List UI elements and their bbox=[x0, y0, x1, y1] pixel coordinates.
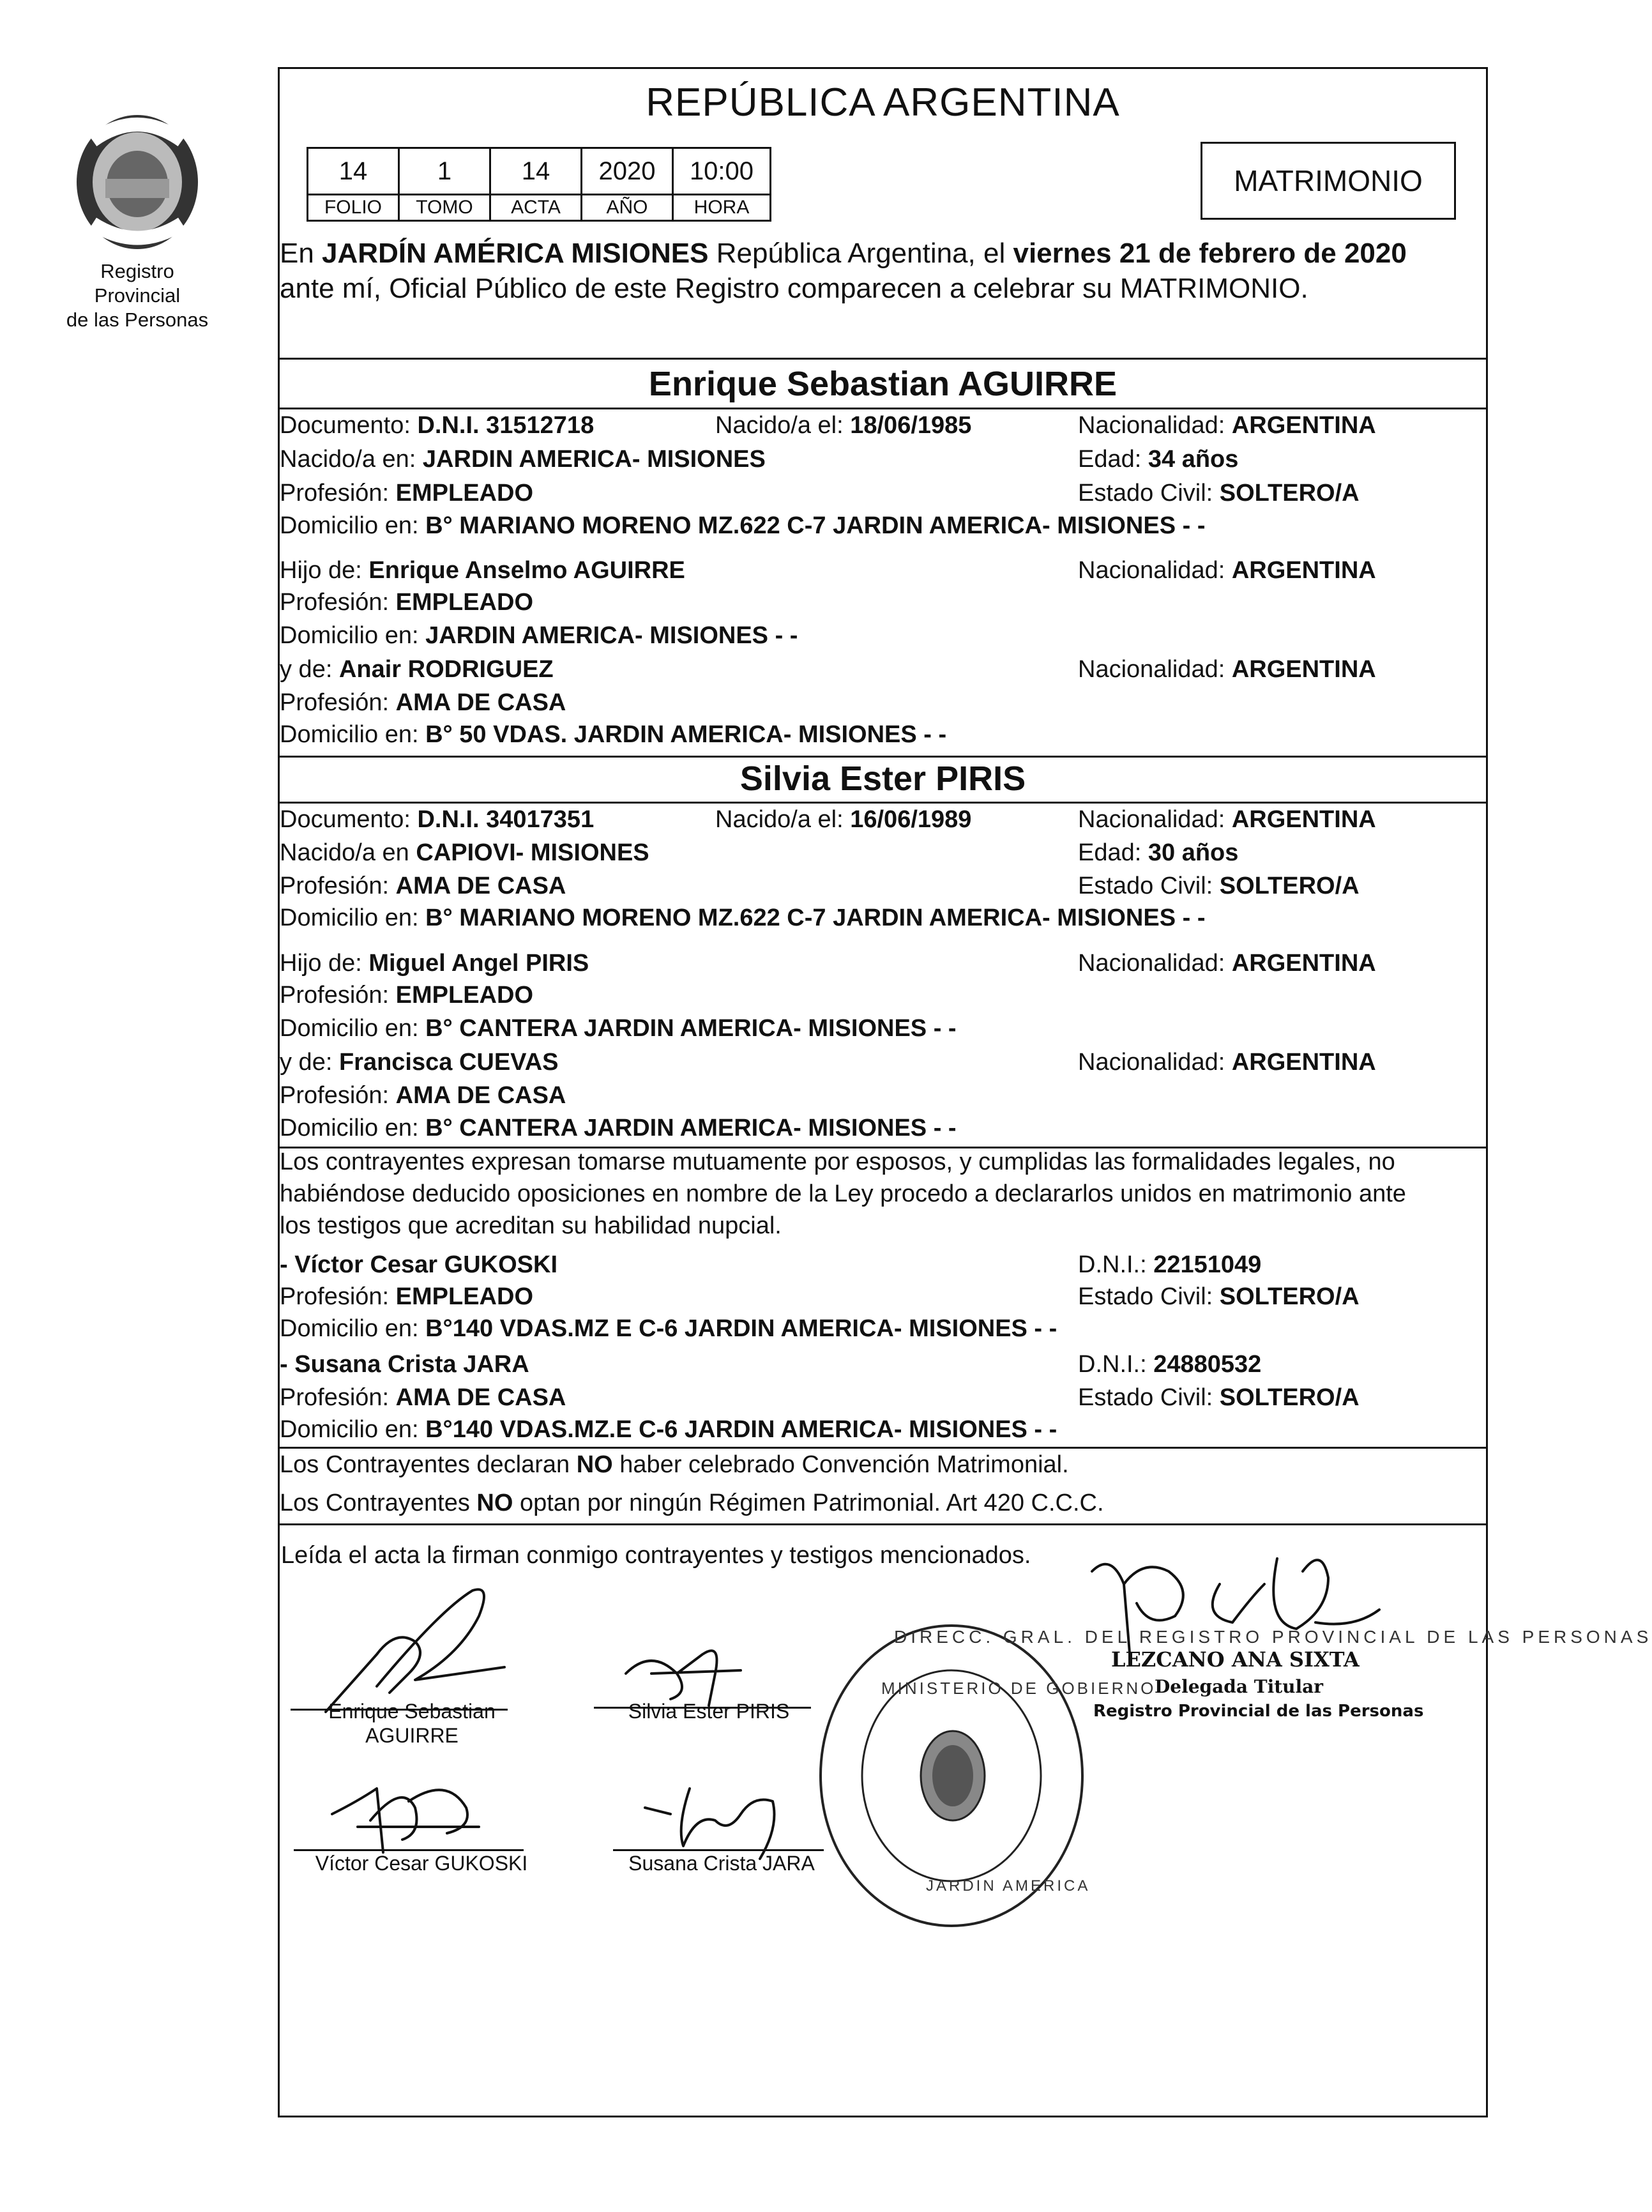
spouse2-father-address: Domicilio en: B° CANTERA JARDIN AMERICA- MISIONES - - bbox=[280, 1015, 957, 1042]
convention-line2: Los Contrayentes NO optan por ningún Régimen Patrimonial. Art 420 C.C.C. bbox=[280, 1490, 1104, 1516]
divider bbox=[278, 1523, 1488, 1525]
spouse1-mother-profession: Profesión: AMA DE CASA bbox=[280, 689, 566, 716]
province-seal-icon bbox=[67, 102, 208, 256]
divider bbox=[278, 756, 1488, 758]
spouse1-father-profession: Profesión: EMPLEADO bbox=[280, 589, 534, 616]
signature-label-gukoski: Víctor Cesar GUKOSKI bbox=[315, 1852, 528, 1875]
spouse2-father-nationality: Nacionalidad: ARGENTINA bbox=[1078, 950, 1376, 977]
official-name: LEZCANO ANA SIXTA bbox=[1111, 1647, 1360, 1672]
spouse1-birthplace: Nacido/a en: JARDIN AMERICA- MISIONES bbox=[280, 446, 766, 473]
spouse2-mother: y de: Francisca CUEVAS bbox=[280, 1049, 559, 1076]
acta-value: 14 bbox=[490, 148, 582, 195]
spouse2-name: Silvia Ester PIRIS bbox=[739, 759, 1026, 798]
spouse2-profession: Profesión: AMA DE CASA bbox=[280, 873, 566, 899]
witness1-civil-status: Estado Civil: SOLTERO/A bbox=[1078, 1283, 1360, 1310]
stamp-text-bottom: JARDIN AMERICA bbox=[926, 1877, 1091, 1895]
stamp-text-inner: MINISTERIO DE GOBIERNO bbox=[881, 1679, 1156, 1698]
spouse1-mother-address: Domicilio en: B° 50 VDAS. JARDIN AMERICA- MISIONES - - bbox=[280, 721, 947, 748]
anio-label: AÑO bbox=[582, 195, 673, 221]
spouse1-birthdate: Nacido/a el: 18/06/1985 bbox=[715, 412, 972, 439]
spouse2-mother-address: Domicilio en: B° CANTERA JARDIN AMERICA- MISIONES - - bbox=[280, 1115, 957, 1141]
witness2-dni: D.N.I.: 24880532 bbox=[1078, 1351, 1262, 1378]
anio-value: 2020 bbox=[582, 148, 673, 195]
spouse1-father-address: Domicilio en: JARDIN AMERICA- MISIONES - - bbox=[280, 622, 798, 649]
intro-line1: En JARDÍN AMÉRICA MISIONES República Argentina, el viernes 21 de febrero de 2020 bbox=[280, 238, 1407, 269]
folio-label: FOLIO bbox=[308, 195, 399, 221]
spouse2-mother-nationality: Nacionalidad: ARGENTINA bbox=[1078, 1049, 1376, 1076]
logo-caption-line2: de las Personas bbox=[66, 309, 209, 331]
official-role: Delegada Titular bbox=[1155, 1676, 1324, 1697]
divider bbox=[278, 358, 1488, 360]
witness2-address: Domicilio en: B°140 VDAS.MZ.E C-6 JARDIN AMERICA- MISIONES - - bbox=[280, 1416, 1057, 1443]
spouse2-father-profession: Profesión: EMPLEADO bbox=[280, 982, 534, 1009]
signature-label-piris: Silvia Ester PIRIS bbox=[628, 1700, 790, 1723]
closing-statement: Leída el acta la firman conmigo contrayentes y testigos mencionados. bbox=[281, 1542, 1031, 1569]
spouse1-age: Edad: 34 años bbox=[1078, 446, 1239, 473]
witness1-address: Domicilio en: B°140 VDAS.MZ E C-6 JARDIN AMERICA- MISIONES - - bbox=[280, 1315, 1057, 1342]
spouse1-civil-status: Estado Civil: SOLTERO/A bbox=[1078, 480, 1360, 507]
declaration-line2: habiéndose deducido oposiciones en nombre de la Ley procedo a declararlos unidos en matrimonio ante bbox=[280, 1180, 1406, 1207]
stamp-text-outer: DIRECC. GRAL. DEL REGISTRO PROVINCIAL DE LAS PERSONAS bbox=[894, 1627, 1652, 1647]
hora-label: HORA bbox=[673, 195, 771, 221]
spouse2-age: Edad: 30 años bbox=[1078, 839, 1239, 866]
convention-line1: Los Contrayentes declaran NO haber celebrado Convención Matrimonial. bbox=[280, 1451, 1069, 1478]
witness1-dni: D.N.I.: 22151049 bbox=[1078, 1251, 1262, 1278]
spouse1-nationality: Nacionalidad: ARGENTINA bbox=[1078, 412, 1376, 439]
logo-caption-line1: Registro Provincial bbox=[94, 260, 181, 307]
official-office: Registro Provincial de las Personas bbox=[1093, 1702, 1424, 1721]
spouse2-document: Documento: D.N.I. 34017351 bbox=[280, 806, 595, 833]
intro-line2: ante mí, Oficial Público de este Registro comparecen a celebrar su MATRIMONIO. bbox=[280, 273, 1308, 304]
spouse1-address: Domicilio en: B° MARIANO MORENO MZ.622 C-7 JARDIN AMERICA- MISIONES - - bbox=[280, 512, 1206, 539]
witness2-civil-status: Estado Civil: SOLTERO/A bbox=[1078, 1384, 1360, 1411]
spouse2-father: Hijo de: Miguel Angel PIRIS bbox=[280, 950, 589, 977]
spouse1-father: Hijo de: Enrique Anselmo AGUIRRE bbox=[280, 557, 685, 584]
spouse1-mother-nationality: Nacionalidad: ARGENTINA bbox=[1078, 656, 1376, 683]
witness1-profession: Profesión: EMPLEADO bbox=[280, 1283, 534, 1310]
divider bbox=[278, 1447, 1488, 1449]
witness1-name: - Víctor Cesar GUKOSKI bbox=[280, 1251, 557, 1278]
spouse2-nationality: Nacionalidad: ARGENTINA bbox=[1078, 806, 1376, 833]
folio-value: 14 bbox=[308, 148, 399, 195]
registry-logo bbox=[61, 102, 214, 332]
spouse2-birthdate: Nacido/a el: 16/06/1989 bbox=[715, 806, 972, 833]
spouse1-name: Enrique Sebastian AGUIRRE bbox=[648, 365, 1118, 403]
spouse1-mother: y de: Anair RODRIGUEZ bbox=[280, 656, 554, 683]
tomo-value: 1 bbox=[399, 148, 490, 195]
witness2-profession: Profesión: AMA DE CASA bbox=[280, 1384, 566, 1411]
signature-label-jara: Susana Crista JARA bbox=[628, 1852, 815, 1875]
spouse2-mother-profession: Profesión: AMA DE CASA bbox=[280, 1082, 566, 1109]
record-type-box: MATRIMONIO bbox=[1201, 142, 1456, 220]
spouse1-profession: Profesión: EMPLEADO bbox=[280, 480, 534, 507]
spouse1-father-nationality: Nacionalidad: ARGENTINA bbox=[1078, 557, 1376, 584]
page-title: REPÚBLICA ARGENTINA bbox=[646, 80, 1120, 125]
declaration-line1: Los contrayentes expresan tomarse mutuamente por esposos, y cumplidas las formalidades legales, no bbox=[280, 1148, 1395, 1175]
spouse1-document: Documento: D.N.I. 31512718 bbox=[280, 412, 595, 439]
acta-label: ACTA bbox=[490, 195, 582, 221]
divider bbox=[278, 802, 1488, 804]
declaration-line3: los testigos que acreditan su habilidad nupcial. bbox=[280, 1212, 782, 1239]
spouse2-address: Domicilio en: B° MARIANO MORENO MZ.622 C-7 JARDIN AMERICA- MISIONES - - bbox=[280, 904, 1206, 931]
tomo-label: TOMO bbox=[399, 195, 490, 221]
divider bbox=[278, 408, 1488, 409]
hora-value: 10:00 bbox=[673, 148, 771, 195]
signature-label-aguirre: Enrique Sebastian AGUIRRE bbox=[328, 1700, 496, 1747]
spouse2-birthplace: Nacido/a en CAPIOVI- MISIONES bbox=[280, 839, 649, 866]
signature-gukoski-icon bbox=[319, 1763, 485, 1859]
spouse2-civil-status: Estado Civil: SOLTERO/A bbox=[1078, 873, 1360, 899]
record-table bbox=[307, 147, 771, 222]
witness2-name: - Susana Crista JARA bbox=[280, 1351, 529, 1378]
